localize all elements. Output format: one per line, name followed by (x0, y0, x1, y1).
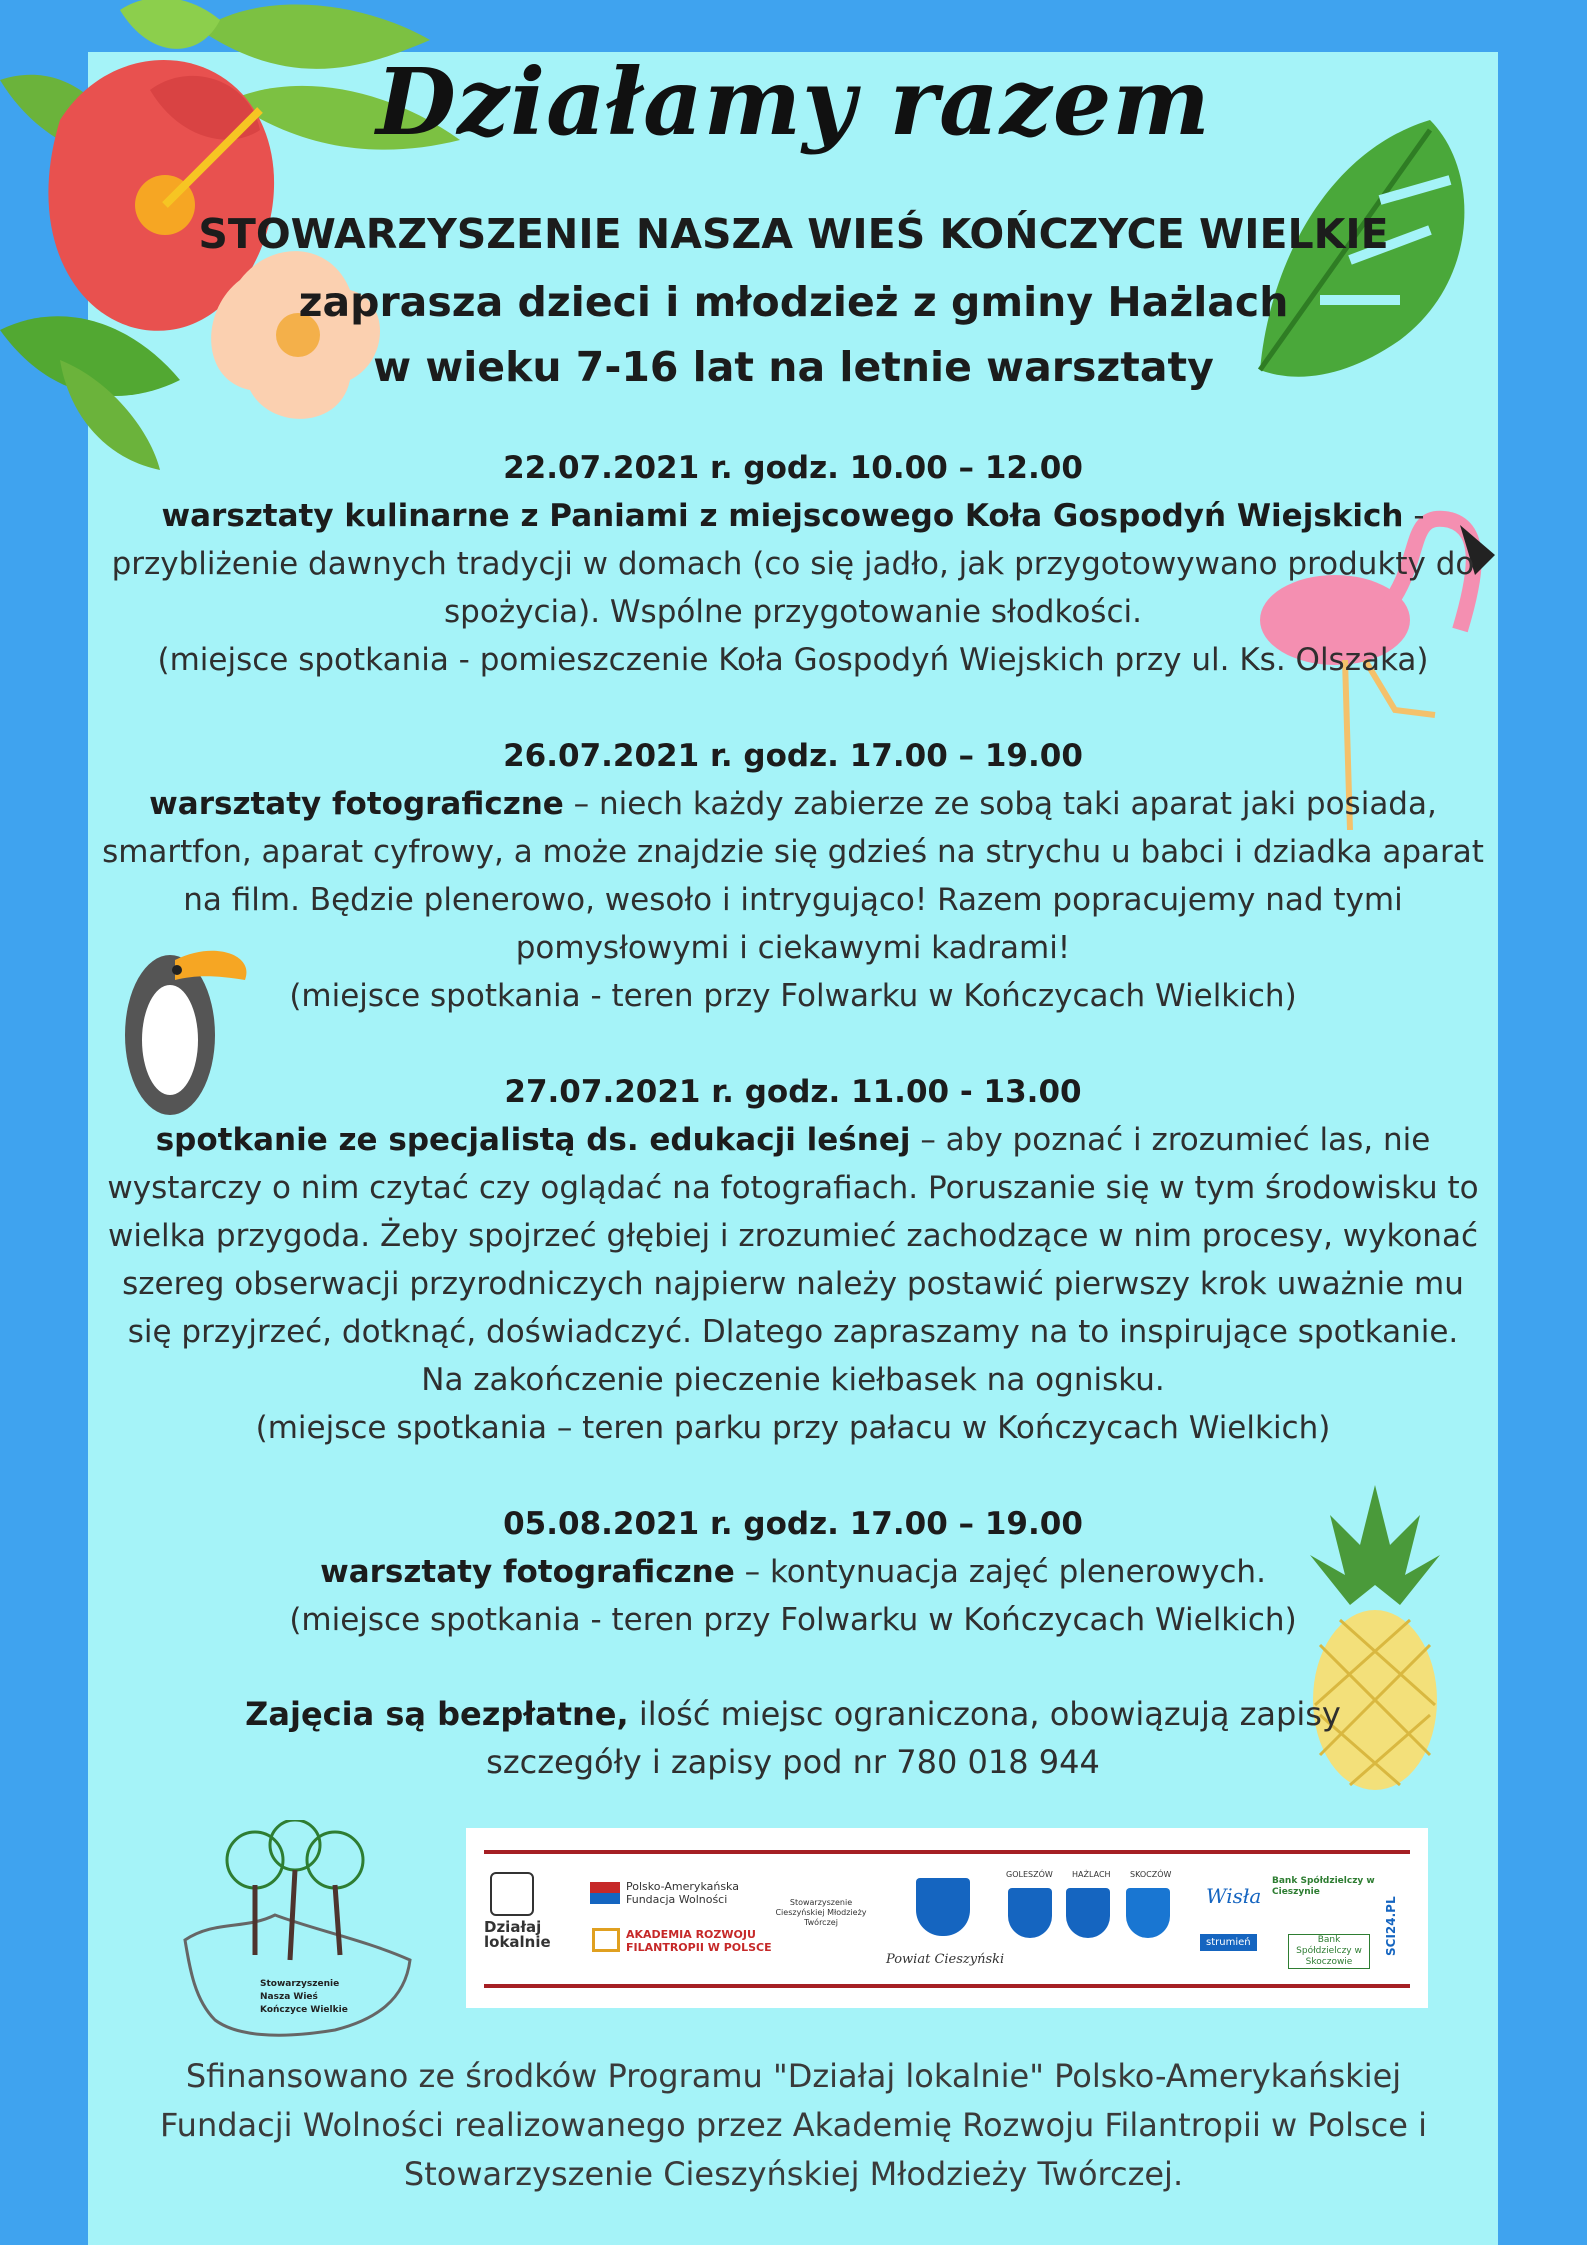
event-description: – niech każdy zabierze ze sobą taki aparat jaki posiada, (563, 786, 1437, 822)
phone-line: szczegóły i zapisy pod nr 780 018 944 (486, 1743, 1100, 1781)
event-line: pomysłowymi i ciekawymi kadrami! (515, 930, 1071, 966)
bank-skoczow-logo: Bank Spółdzielczy w Skoczowie (1288, 1934, 1370, 1969)
sci24-logo: SCI24.PL (1384, 1896, 1398, 1956)
event-line: smartfon, aparat cyfrowy, a może znajdzie się gdzieś na strychu u babci i dziadka aparat (102, 834, 1484, 870)
strumien-logo: strumień (1200, 1934, 1257, 1951)
event-line: wielka przygoda. Żeby spojrzeć głębiej i zrozumieć zachodzące w nim procesy, wykonać (107, 1218, 1478, 1254)
dzialaj-lokalnie-logo: Działaj lokalnie (484, 1918, 551, 1951)
arfp-icon (592, 1928, 620, 1952)
dzialaj-lokalnie-icon (490, 1872, 534, 1916)
event-line: na film. Będzie plenerowo, wesoło i intrygująco! Razem popracujemy nad tymi (183, 882, 1403, 918)
powiat-logo-text: Powiat Cieszyński (886, 1952, 1005, 1967)
event-name: warsztaty kulinarne z Paniami z miejscowego Koła Gospodyń Wiejskich (161, 498, 1404, 534)
goleszow-crest-icon (1008, 1888, 1052, 1938)
hazlach-crest-icon (1066, 1888, 1110, 1938)
event-line: spożycia). Wspólne przygotowanie słodkości. (444, 594, 1142, 630)
goleszow-label: GOLESZÓW (1006, 1870, 1053, 1879)
event-2 (88, 732, 1498, 1020)
sponsor-logos (466, 1828, 1428, 2008)
invite-line: zaprasza dzieci i młodzież z gminy Hażlach (298, 278, 1289, 326)
powiat-crest-icon (916, 1878, 970, 1936)
event-name: spotkanie ze specjalistą ds. edukacji leśnej (155, 1122, 911, 1158)
event-3 (88, 1068, 1498, 1452)
event-line: Na zakończenie pieczenie kiełbasek na ognisku. (421, 1362, 1165, 1398)
skoczow-label: SKOCZÓW (1130, 1870, 1172, 1879)
event-description: – kontynuacja zajęć plenerowych. (734, 1554, 1266, 1590)
bank-cieszyn-logo: Bank Spółdzielczy w Cieszynie (1272, 1876, 1375, 1897)
organizer-name: STOWARZYSZENIE NASZA WIEŚ KOŃCZYCE WIELKIE (198, 210, 1389, 258)
event-line: przybliżenie dawnych tradycji w domach (co się jadło, jak przygotowywano produkty do (111, 546, 1475, 582)
pafw-logo-text: Polsko-Amerykańska Fundacja Wolności (626, 1880, 739, 1906)
event-line: szereg obserwacji przyrodniczych najpierw należy postawić pierwszy krok uważnie mu (122, 1266, 1464, 1302)
event-location: (miejsce spotkania - teren przy Folwarku w Kończycach Wielkich) (289, 978, 1297, 1014)
event-line: się przyjrzeć, dotknąć, doświadczyć. Dlatego zapraszamy na to inspirujące spotkanie. (127, 1314, 1459, 1350)
event-date: 26.07.2021 r. godz. 17.00 – 19.00 (503, 738, 1083, 774)
age-line: w wieku 7-16 lat na letnie warsztaty (373, 343, 1214, 391)
poster-title: Działamy razem (376, 48, 1211, 156)
event-date: 22.07.2021 r. godz. 10.00 – 12.00 (503, 450, 1083, 486)
pafw-flag-icon (590, 1882, 620, 1904)
event-1 (88, 444, 1498, 684)
event-location: (miejsce spotkania – teren parku przy pałacu w Kończycach Wielkich) (255, 1410, 1331, 1446)
event-location: (miejsce spotkania - pomieszczenie Koła Gospodyń Wiejskich przy ul. Ks. Olszaka) (157, 642, 1429, 678)
wisla-logo: Wisła (1206, 1884, 1262, 1908)
event-4 (88, 1500, 1498, 1644)
registration-info (88, 1690, 1498, 1786)
event-description: – aby poznać i zrozumieć las, nie (910, 1122, 1431, 1158)
event-name: warsztaty fotograficzne (320, 1554, 735, 1590)
funding-note: Sfinansowano ze środków Programu "Działaj lokalnie" Polsko-Amerykańskiej Fundacji Wolności realizowanego przez Akademię Rozwoju Filantropii w Polsce i Stowarzyszenie Cieszyńskiej Młodzieży Twórczej. (160, 2057, 1427, 2193)
association-logo-text: Stowarzyszenie Nasza Wieś Kończyce Wielkie (260, 1979, 348, 2015)
event-line: wystarczy o nim czytać czy oglądać na fotografiach. Poruszanie się w tym środowisku to (107, 1170, 1479, 1206)
scmt-logo-text: Stowarzyszenie Cieszyńskiej Młodzieży Twórczej (775, 1898, 867, 1927)
registration-text: ilość miejsc ograniczona, obowiązują zapisy (628, 1695, 1341, 1733)
event-separator: - (1403, 498, 1425, 534)
event-date: 27.07.2021 r. godz. 11.00 - 13.00 (504, 1074, 1082, 1110)
hazlach-label: HAŻLACH (1072, 1870, 1111, 1879)
event-location: (miejsce spotkania - teren przy Folwarku w Kończycach Wielkich) (289, 1602, 1297, 1638)
skoczow-crest-icon (1126, 1888, 1170, 1938)
event-date: 05.08.2021 r. godz. 17.00 – 19.00 (503, 1506, 1083, 1542)
arfp-logo-text: AKADEMIA ROZWOJU FILANTROPII W POLSCE (626, 1928, 772, 1954)
free-notice: Zajęcia są bezpłatne, (245, 1695, 629, 1733)
event-name: warsztaty fotograficzne (149, 786, 564, 822)
